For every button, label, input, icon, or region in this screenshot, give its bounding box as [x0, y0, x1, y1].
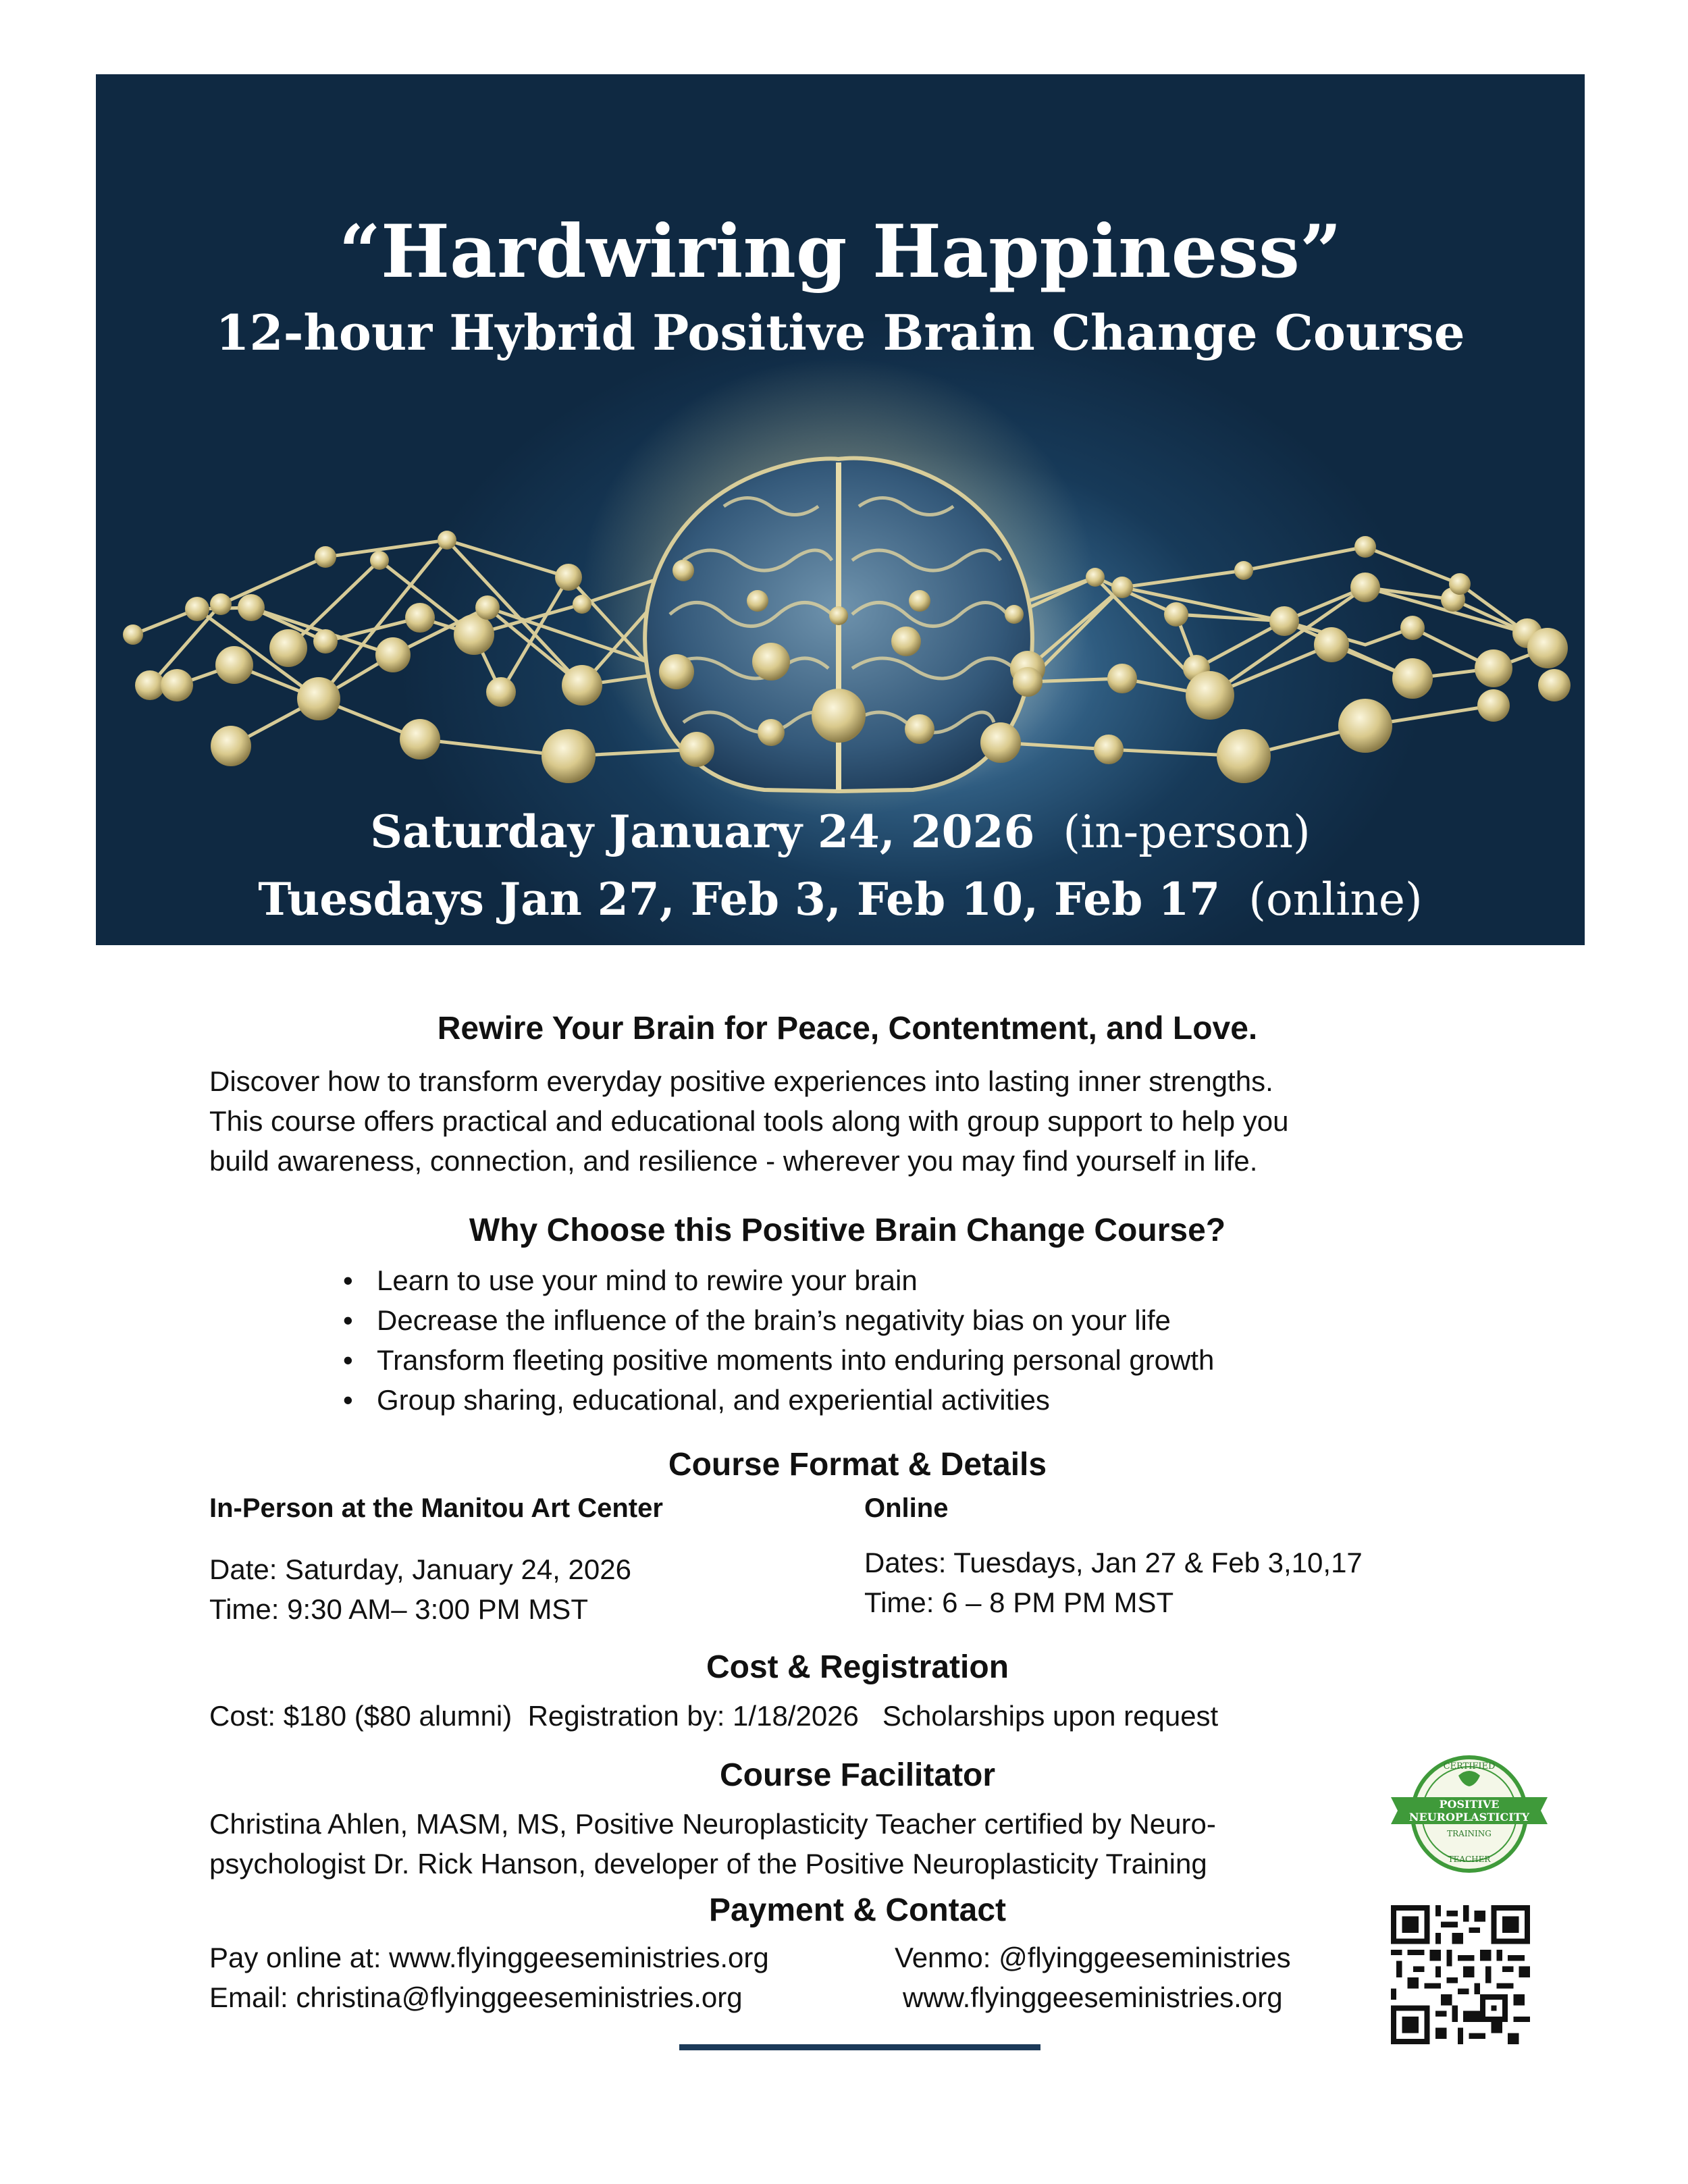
online-mode: (online) — [1248, 874, 1423, 926]
intro-heading: Rewire Your Brain for Peace, Contentment, and Love. — [437, 1011, 1258, 1046]
online-date-line — [96, 873, 1585, 926]
in-person-column — [209, 1493, 830, 1629]
in-person-time: Time: 9:30 AM– 3:00 PM MST — [209, 1593, 588, 1625]
badge-line-2: NEUROPLASTICITY — [1408, 1811, 1530, 1823]
facilitator-line: psychologist Dr. Rick Hanson, developer of the Positive Neuroplasticity Training — [209, 1848, 1207, 1880]
in-person-mode: (in-person) — [1063, 806, 1311, 858]
course-subtitle: 12-hour Hybrid Positive Brain Change Course — [215, 304, 1465, 361]
intro-line: Discover how to transform everyday positive experiences into lasting inner strengths. — [209, 1065, 1273, 1097]
intro-text — [209, 1061, 1485, 1181]
why-heading: Why Choose this Positive Brain Change Course? — [469, 1213, 1226, 1248]
online-column — [864, 1493, 1472, 1622]
online-title: Online — [864, 1493, 949, 1523]
website-link[interactable]: www.flyinggeeseministries.org — [903, 1981, 1283, 2013]
facilitator-heading: Course Facilitator — [719, 1757, 996, 1793]
course-title: “Hardwiring Happiness” — [338, 209, 1342, 294]
list-item: • Transform fleeting positive moments into enduring personal growth — [343, 1340, 1423, 1380]
pay-online-link[interactable]: Pay online at: www.flyinggeeseministries.org — [209, 1942, 769, 1973]
badge-teacher-text: TEACHER — [1448, 1855, 1491, 1864]
in-person-date: Date: Saturday, January 24, 2026 — [209, 1553, 631, 1585]
badge-line-1: POSITIVE — [1439, 1798, 1500, 1811]
facilitator-text — [209, 1804, 1398, 1884]
online-time: Time: 6 – 8 PM PM MST — [864, 1587, 1174, 1618]
cost-line: Cost: $180 ($80 alumni) Registration by: 1/18/2026 Scholarships upon request — [209, 1700, 1219, 1732]
footer-divider — [679, 2044, 1040, 2050]
format-heading: Course Format & Details — [668, 1447, 1047, 1483]
cost-heading: Cost & Registration — [706, 1649, 1009, 1685]
list-item: • Decrease the influence of the brain’s negativity bias on your life — [343, 1300, 1423, 1340]
list-item: • Group sharing, educational, and experiential activities — [343, 1380, 1423, 1420]
contact-right-column — [895, 1938, 1367, 2017]
venmo-handle[interactable]: Venmo: @flyinggeeseministries — [895, 1942, 1291, 1973]
email-link[interactable]: Email: christina@flyinggeeseministries.org — [209, 1981, 743, 2013]
list-item: • Learn to use your mind to rewire your brain — [343, 1260, 1423, 1300]
in-person-date-line — [96, 805, 1585, 858]
in-person-title: In-Person at the Manitou Art Center — [209, 1493, 663, 1523]
qr-code[interactable] — [1391, 1905, 1530, 2044]
contact-left-column — [209, 1938, 885, 2017]
certified-teacher-badge — [1391, 1754, 1548, 1874]
badge-line-3: TRAINING — [1447, 1829, 1492, 1838]
intro-line: This course offers practical and educational tools along with group support to help you — [209, 1105, 1289, 1137]
contact-heading: Payment & Contact — [708, 1892, 1007, 1928]
badge-certified-text: CERTIFIED — [1443, 1761, 1496, 1772]
hero-banner — [96, 74, 1585, 945]
online-dates-detail: Dates: Tuesdays, Jan 27 & Feb 3,10,17 — [864, 1547, 1363, 1578]
facilitator-line: Christina Ahlen, MASM, MS, Positive Neuroplasticity Teacher certified by Neuro- — [209, 1808, 1216, 1840]
in-person-dates: Saturday January 24, 2026 — [370, 805, 1035, 858]
online-dates: Tuesdays Jan 27, Feb 3, Feb 10, Feb 17 — [258, 873, 1221, 926]
intro-line: build awareness, connection, and resilience - wherever you may find yourself in life. — [209, 1145, 1258, 1177]
why-bullet-list — [343, 1260, 1423, 1420]
